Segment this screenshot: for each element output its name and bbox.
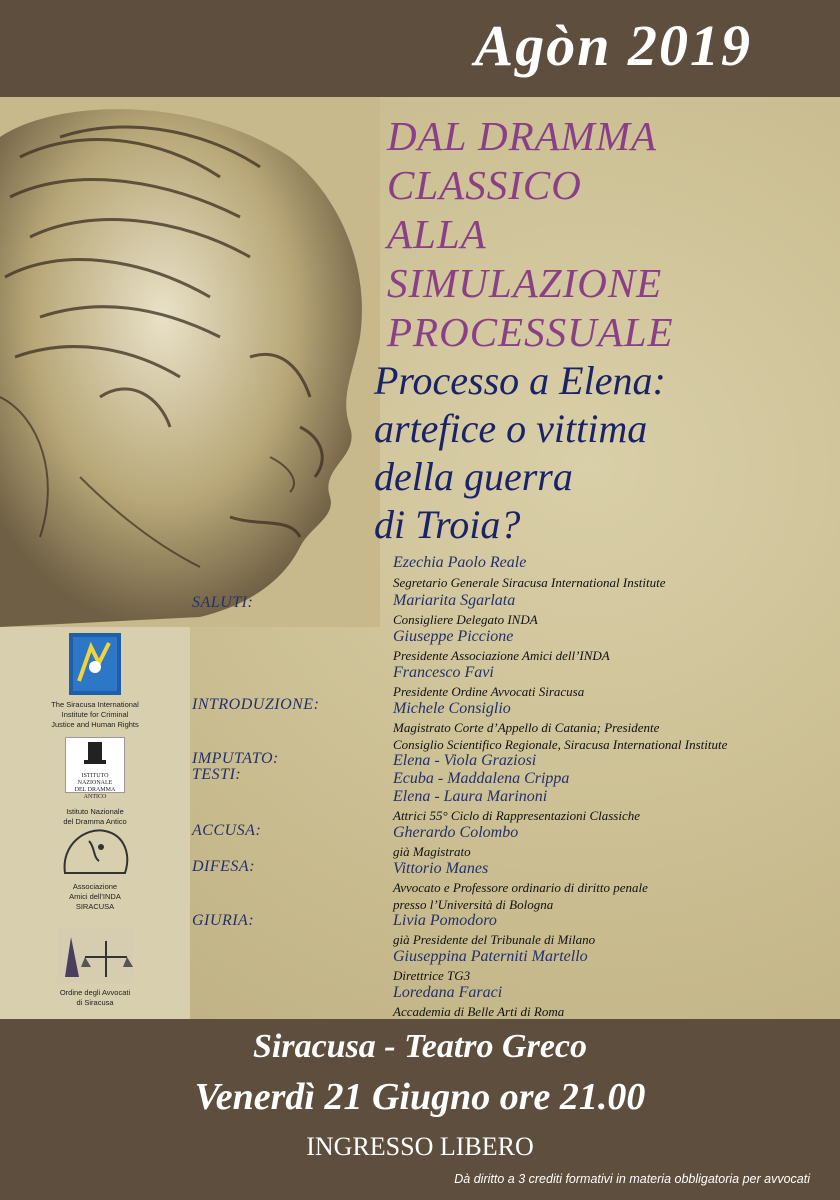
subtitle-line: artefice o vittima — [374, 406, 648, 451]
subtitle-line: della guerra — [374, 454, 573, 499]
venue-text: Siracusa - Teatro Greco — [252, 1028, 588, 1065]
subtitle-block — [374, 357, 666, 549]
inda-badge-text: ISTITUTO NAZIONALE — [77, 773, 113, 786]
logo-caption: Associazione — [72, 882, 118, 891]
speaker-role: Accademia di Belle Arti di Roma — [393, 1004, 565, 1019]
speaker-role: Consigliere Delegato INDA — [393, 612, 538, 627]
speaker-name: Elena - Viola Graziosi — [393, 752, 537, 769]
speaker-role: Consiglio Scientifico Regionale, Siracusa International Institute — [393, 737, 728, 752]
speaker-name: Giuseppina Paterniti Martello — [393, 948, 588, 965]
speaker-role: presso l’Università di Bologna — [393, 897, 554, 912]
sponsor-logos-column — [0, 627, 190, 1019]
speaker-role: Magistrato Corte d’Appello di Catania; Presidente — [393, 720, 660, 735]
speaker-role: Avvocato e Professore ordinario di diritto penale — [393, 880, 648, 895]
mask-icon — [55, 825, 135, 877]
heading-line: SIMULAZIONE — [387, 260, 663, 306]
role-saluti: SALUTI: — [192, 594, 254, 611]
classical-head-illustration — [0, 97, 380, 627]
logo-caption: del Dramma Antico — [63, 817, 127, 826]
speaker-role: già Presidente del Tribunale di Milano — [393, 932, 596, 947]
role-testi: TESTI: — [192, 766, 242, 783]
speaker-name: Giuseppe Piccione — [393, 628, 514, 645]
logo-caption: Istituto Nazionale — [66, 807, 124, 816]
role-difesa: DIFESA: — [192, 858, 256, 875]
scales-of-justice-icon — [57, 927, 133, 983]
ordine-avvocati-logo — [0, 927, 190, 1008]
speaker-name: Elena - Laura Marinoni — [393, 788, 548, 805]
speaker-role: Presidente Associazione Amici dell’INDA — [393, 648, 610, 663]
speaker-name: Ezechia Paolo Reale — [393, 554, 527, 571]
theatre-icon — [66, 738, 124, 768]
logo-caption: Institute for Criminal — [61, 710, 129, 719]
heading-line: PROCESSUALE — [387, 309, 674, 355]
event-title: Agòn 2019 — [474, 13, 752, 78]
role-giuria: GIURIA: — [192, 912, 255, 929]
siracusa-institute-icon — [69, 633, 121, 695]
logo-caption: SIRACUSA — [75, 902, 115, 911]
speaker-role: Direttrice TG3 — [393, 968, 471, 983]
speaker-name: Francesco Favi — [393, 664, 494, 681]
credits-note: Dà diritto a 3 crediti formativi in materia obbligatoria per avvocati — [454, 1172, 810, 1186]
amici-inda-logo — [0, 825, 190, 912]
free-entry-text: INGRESSO LIBERO — [306, 1132, 534, 1161]
speaker-name: Vittorio Manes — [393, 860, 489, 877]
speaker-role: Presidente Ordine Avvocati Siracusa — [393, 684, 585, 699]
subtitle-line: di Troia? — [374, 502, 521, 547]
inda-logo — [0, 737, 190, 827]
logo-caption: di Siracusa — [76, 998, 114, 1007]
siracusa-institute-logo — [0, 633, 190, 730]
speaker-name: Michele Consiglio — [393, 700, 511, 717]
speaker-role: già Magistrato — [393, 844, 471, 859]
speaker-role: Segretario Generale Siracusa International Institute — [393, 575, 666, 590]
logo-caption: Amici dell’INDA — [69, 892, 121, 901]
speaker-name: Loredana Faraci — [393, 984, 503, 1001]
inda-badge-text: DEL DRAMMA ANTICO — [74, 787, 116, 800]
speaker-name: Gherardo Colombo — [393, 824, 519, 841]
speaker-name: Livia Pomodoro — [393, 912, 497, 929]
logo-caption: Ordine degli Avvocati — [59, 988, 131, 997]
logo-caption: Justice and Human Rights — [51, 720, 139, 729]
date-text: Venerdì 21 Giugno ore 21.00 — [194, 1076, 646, 1118]
subtitle-line: Processo a Elena: — [374, 358, 666, 403]
role-introduzione: INTRODUZIONE: — [192, 696, 320, 713]
speaker-name: Mariarita Sgarlata — [393, 592, 516, 609]
speaker-role: Attrici 55° Ciclo di Rappresentazioni Classiche — [393, 808, 641, 823]
role-accusa: ACCUSA: — [192, 822, 262, 839]
heading-line: CLASSICO — [387, 162, 582, 208]
heading-block — [387, 112, 674, 357]
heading-line: DAL DRAMMA — [387, 113, 658, 159]
speaker-name: Ecuba - Maddalena Crippa — [393, 770, 570, 787]
inda-badge — [65, 737, 125, 800]
role-imputato: IMPUTATO: — [192, 750, 279, 767]
heading-line: ALLA — [387, 211, 487, 257]
logo-caption: The Siracusa International — [51, 700, 139, 709]
